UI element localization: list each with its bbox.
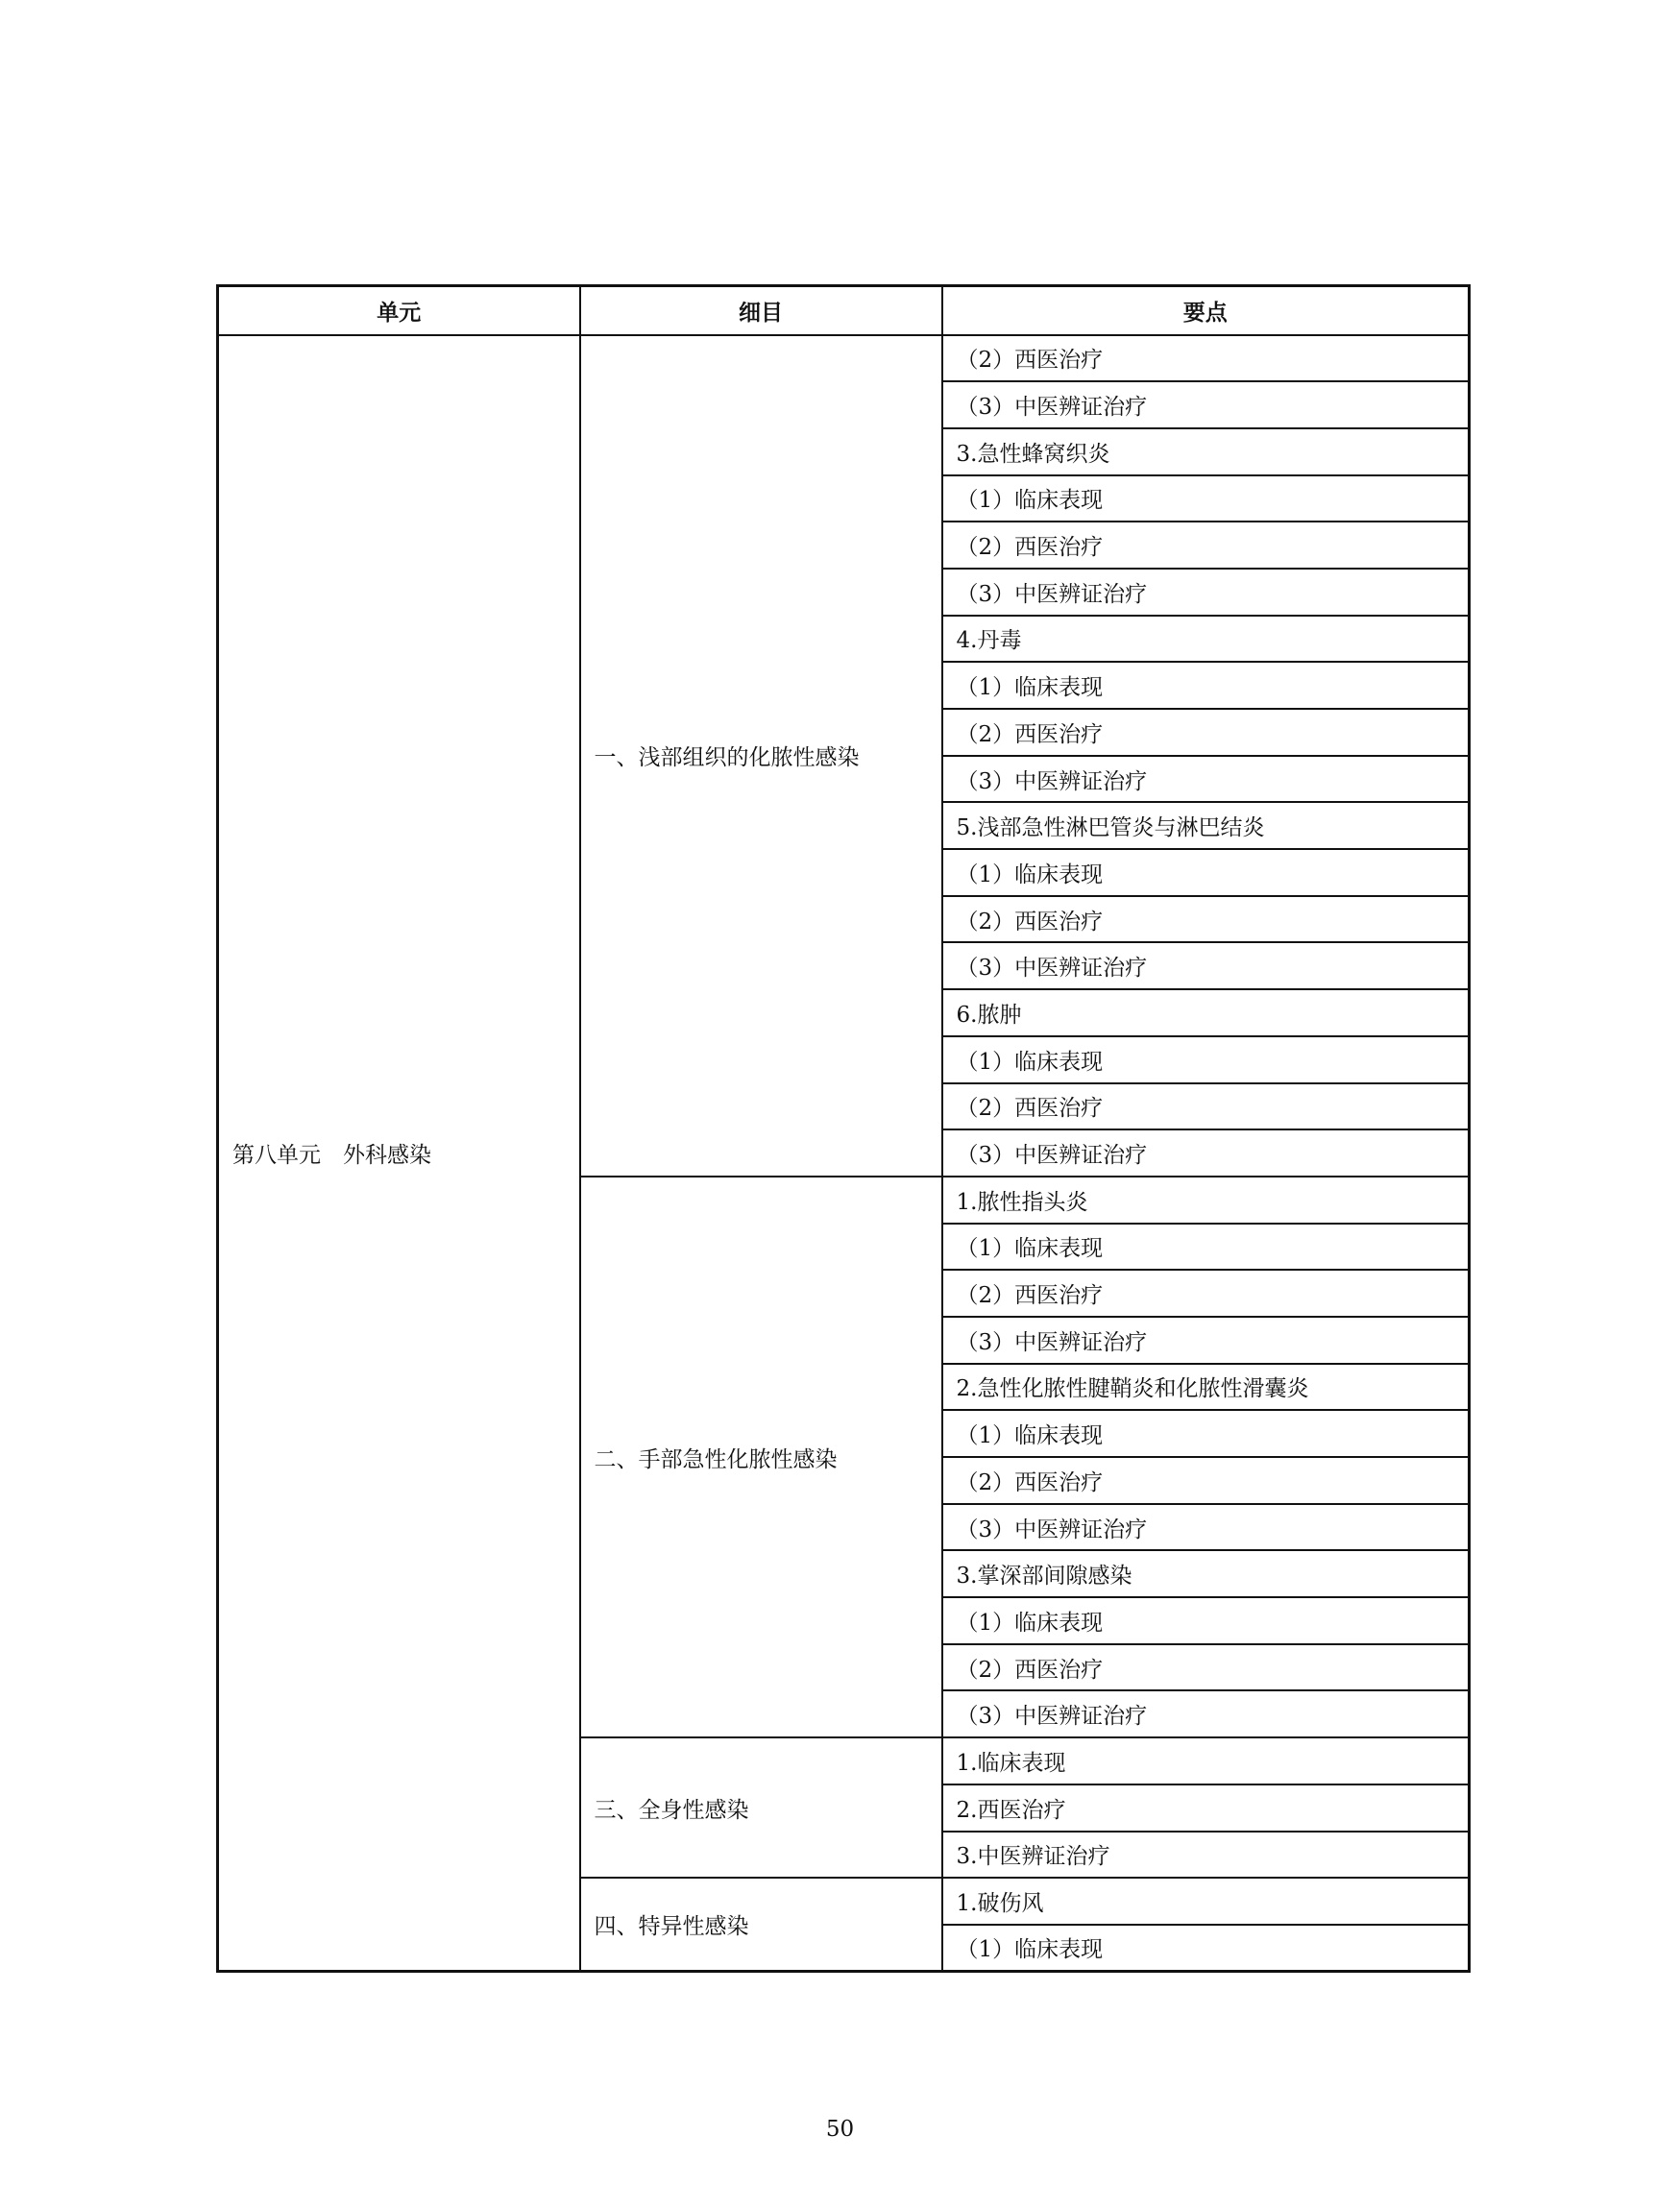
- point-cell: （1）临床表现: [942, 1036, 1470, 1083]
- point-cell: （1）临床表现: [942, 1925, 1470, 1972]
- point-cell: （3）中医辨证治疗: [942, 1129, 1470, 1177]
- section-cell: 三、全身性感染: [580, 1737, 942, 1878]
- header-detail: 细目: [580, 286, 942, 335]
- point-cell: （2）西医治疗: [942, 335, 1470, 382]
- point-cell: 3.急性蜂窝织炎: [942, 428, 1470, 475]
- point-cell: （3）中医辨证治疗: [942, 942, 1470, 989]
- section-cell: 四、特异性感染: [580, 1878, 942, 1971]
- page-number: 50: [825, 2117, 855, 2142]
- header-row: [218, 286, 1470, 335]
- point-cell: （1）临床表现: [942, 1224, 1470, 1271]
- point-cell: （1）临床表现: [942, 1597, 1470, 1644]
- point-cell: 4.丹毒: [942, 616, 1470, 663]
- point-cell: 1.破伤风: [942, 1878, 1470, 1925]
- point-cell: （1）临床表现: [942, 475, 1470, 522]
- section-cell: 二、手部急性化脓性感染: [580, 1177, 942, 1737]
- point-cell: 6.脓肿: [942, 989, 1470, 1036]
- point-cell: 2.西医治疗: [942, 1784, 1470, 1832]
- unit-cell: 第八单元 外科感染: [218, 335, 580, 1972]
- point-cell: 3.中医辨证治疗: [942, 1832, 1470, 1879]
- point-cell: 1.脓性指头炎: [942, 1177, 1470, 1224]
- point-cell: 1.临床表现: [942, 1737, 1470, 1784]
- point-cell: （3）中医辨证治疗: [942, 381, 1470, 428]
- point-cell: （2）西医治疗: [942, 709, 1470, 756]
- table-body: [218, 335, 1470, 1972]
- point-cell: （2）西医治疗: [942, 1644, 1470, 1691]
- point-cell: （2）西医治疗: [942, 896, 1470, 943]
- point-cell: （1）临床表现: [942, 1410, 1470, 1457]
- point-cell: （2）西医治疗: [942, 1270, 1470, 1317]
- point-cell: （3）中医辨证治疗: [942, 1504, 1470, 1551]
- point-cell: （2）西医治疗: [942, 1457, 1470, 1504]
- point-cell: （3）中医辨证治疗: [942, 756, 1470, 803]
- header-unit: 单元: [218, 286, 580, 335]
- table-row: [218, 335, 1470, 382]
- point-cell: （2）西医治疗: [942, 1083, 1470, 1130]
- header-points: 要点: [942, 286, 1470, 335]
- point-cell: （2）西医治疗: [942, 522, 1470, 569]
- point-cell: （3）中医辨证治疗: [942, 1317, 1470, 1364]
- point-cell: 2.急性化脓性腱鞘炎和化脓性滑囊炎: [942, 1364, 1470, 1411]
- point-cell: （1）临床表现: [942, 662, 1470, 709]
- point-cell: 5.浅部急性淋巴管炎与淋巴结炎: [942, 802, 1470, 849]
- point-cell: 3.掌深部间隙感染: [942, 1550, 1470, 1597]
- point-cell: （1）临床表现: [942, 849, 1470, 896]
- point-cell: （3）中医辨证治疗: [942, 569, 1470, 616]
- section-cell: 一、浅部组织的化脓性感染: [580, 335, 942, 1177]
- point-cell: （3）中医辨证治疗: [942, 1690, 1470, 1737]
- outline-table: [216, 284, 1471, 1973]
